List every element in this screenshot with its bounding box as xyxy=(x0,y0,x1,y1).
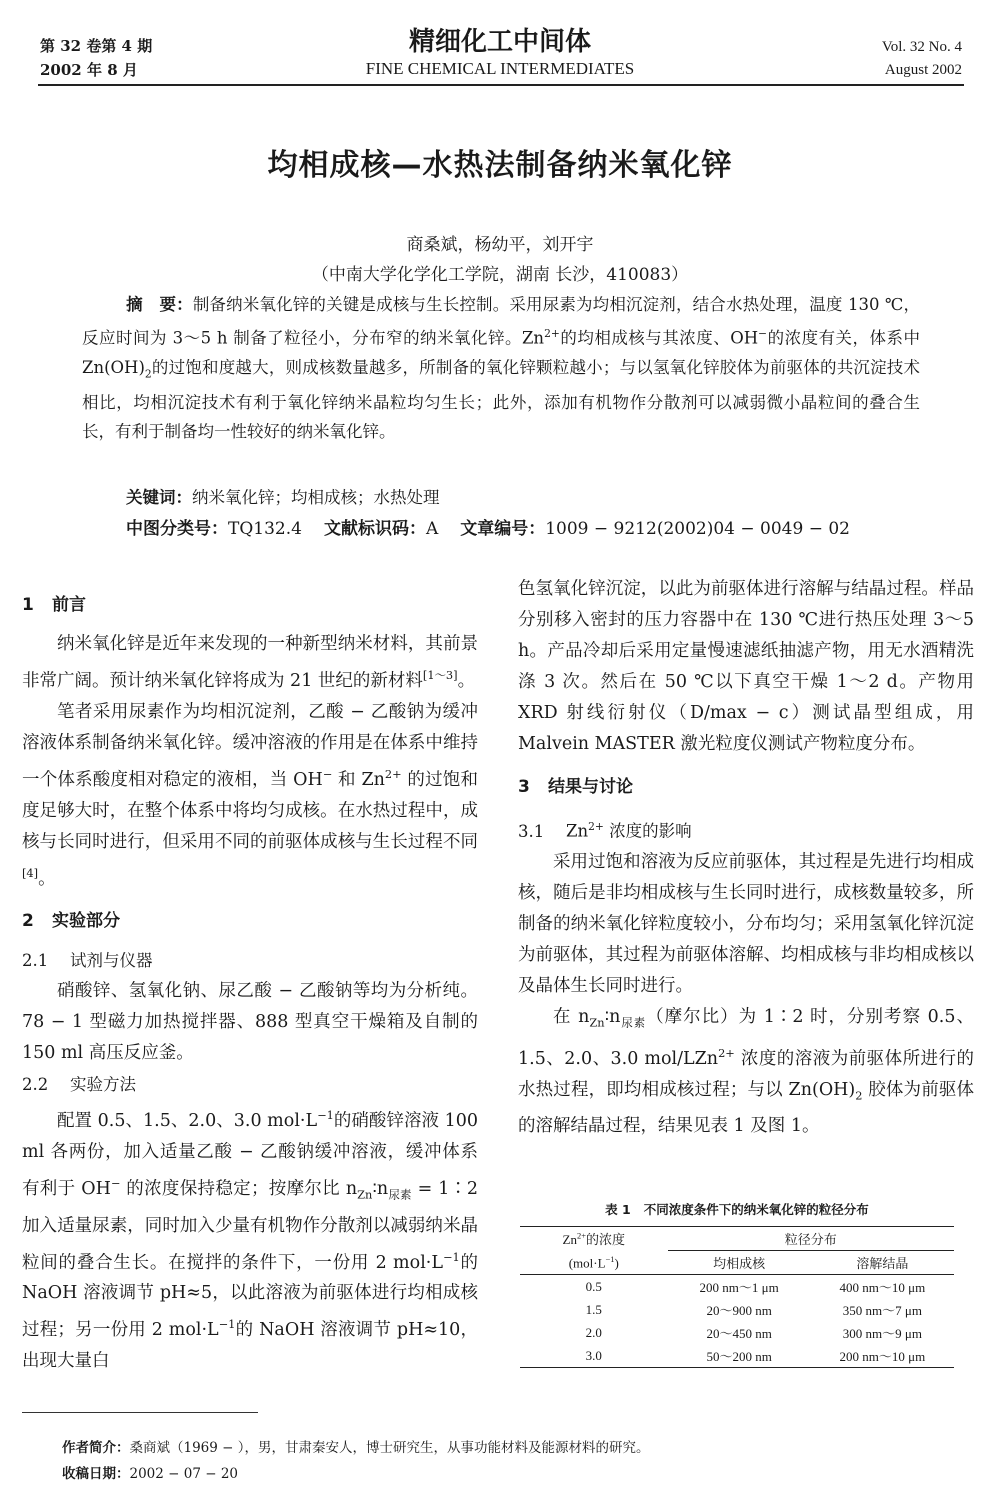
table-1-col1-unit: $(mol\cdot L^{-1})$ xyxy=(568,1253,619,1270)
journal-name xyxy=(300,26,700,80)
paragraph-results-1: 采用过饱和溶液为反应前驱体，其过程是先进行均相成核，随后是非均相成核与生长同时进行，成核数量较多，所制备的纳米氧化锌粒度较小，分布均匀；采用氢氧化锌沉淀为前驱体，其过程为前驱体溶解、均相成核与非均相成核以及晶体生长同时进行。 xyxy=(518,851,974,996)
paragraph-method-cont: 色氢氧化锌沉淀，以此为前驱体进行溶解与结晶过程。样品分别移入密封的压力容器中在 130 ℃进行热压处理 3～5 h。产品冷却后采用定量慢速滤纸抽滤产物，用无水酒精洗涤 3 次。然后在 50 ℃以下真空干燥 1～2 d。产物用 XRD 射线衍射仪（D/max − c）测试晶型组成，用 Malvein MASTER 激光粒度仪测试产物粒度分布。 xyxy=(518,579,974,754)
paragraph-intro-1: 纳米氧化锌是近年来发现的一种新型纳米材料，其前景非常广阔。预计纳米氧化锌将成为 21 世纪的新材料[1～3]。 xyxy=(22,634,478,691)
paragraph-intro-2: 笔者采用尿素作为均相沉淀剂，乙酸 − 乙酸钠为缓冲溶液体系制备纳米氧化锌。缓冲溶液的作用是在体系中维持一个体系酸度相对稳定的液相，当 OH− 和 $Zn^{2+}$ 的过饱和度足够大时，在整个体系中将均匀成核。在水热过程中，成核与长同时进行，但采用不同的前驱体成核与生长过程不同[4]。 xyxy=(22,701,479,889)
running-header-right xyxy=(882,36,962,82)
journal-name-en: FINE CHEMICAL INTERMEDIATES xyxy=(365,59,635,78)
keywords xyxy=(126,484,440,508)
table-row: 1.5 20～900 nm 350 nm～7 μm xyxy=(585,1301,922,1318)
section-1-heading: 1 前言 xyxy=(22,595,86,615)
footnote-rule xyxy=(22,1412,258,1413)
table-1-col1-head: $Zn^{2+}$的浓度 xyxy=(562,1230,625,1248)
doc-code-value: A xyxy=(425,519,439,539)
clc-label: 中图分类号： xyxy=(126,519,228,539)
volume-issue-cn: 第 32 卷第 4 期 xyxy=(40,37,153,55)
keywords-text: 纳米氧化锌；均相成核；水热处理 xyxy=(192,488,440,507)
doc-code-label: 文献标识码： xyxy=(323,519,426,539)
abstract-text-3: 的浓度有关，体系中 Zn(OH) xyxy=(82,328,920,377)
date-cn: 2002 年 8 月 xyxy=(40,61,138,79)
left-column xyxy=(22,590,478,1377)
abstract-sup-2: − xyxy=(758,327,768,340)
table-1-caption: 表 1 不同浓度条件下的纳米氧化锌的粒径分布 xyxy=(605,1202,869,1217)
paragraph-results-2: 在 $n_{Zn}∶n_{尿素}$（摩尔比）为 1∶2 时，分别考察 0.5、1.5、2.0、3.0 mol/LZn$^{2+}$ 浓度的溶液为前驱体所进行的水热过程，即均相成核过程；与以 $Zn(OH)_2$ 胶体为前驱体的溶解结晶过程，结果见表 1 及图 1。 xyxy=(518,1006,974,1137)
table-row: 3.0 50～200 nm 200 nm～10 μm xyxy=(520,1344,954,1368)
article-number-value: 1009 − 9212(2002)04 − 0049 − 02 xyxy=(545,519,850,539)
classification-line xyxy=(126,514,850,539)
table-row: 0.5 200 nm～1 μm 400 nm～10 μm xyxy=(585,1278,926,1295)
article-number-label: 文章编号： xyxy=(460,519,546,539)
keywords-label: 关键词： xyxy=(126,488,192,507)
abstract-sup-1: 2+ xyxy=(544,327,560,340)
paragraph-reagents: 硝酸锌、氢氧化钠、尿乙酸 − 乙酸钠等均为分析纯。78 − 1 型磁力加热搅拌器、888 型真空干燥箱及自制的 150 ml 高压反应釜。 xyxy=(22,981,478,1064)
affiliation: （中南大学化学化工学院，湖南 长沙，410083） xyxy=(311,265,689,285)
right-column xyxy=(518,574,974,1142)
table-1-col3-head: 溶解结晶 xyxy=(856,1256,909,1271)
abstract-text-4: 的过饱和度越大，则成核数量越多，所制备的氧化锌颗粒越小；与以氢氧化锌胶体为前驱体的共沉淀技术相比，均相沉淀技术有利于氧化锌纳米晶粒均匀生长；此外，添加有机物作分散剂可以减弱微小晶粒间的叠合生长，有利于制备均一性较好的纳米氧化锌。 xyxy=(82,357,920,441)
paragraph-method: 配置 0.5、1.5、2.0、3.0 $mol\cdot L^{-1}$的硝酸锌溶液 100 ml 各两份，加入适量乙酸 − 乙酸钠缓冲溶液，缓冲体系有利于 OH− 的浓度保持稳定；按摩尔比 $n_{Zn}∶n_{尿素}$ = 1∶2 加入适量尿素，同时加入少量有机物作分散剂以减弱纳米晶粒间的叠合生长。在搅拌的条件下，一份用 2 $mol\cdot L^{-1}$的 NaOH 溶液调节 pH≈5，以此溶液为前驱体进行均相成核过程；另一份用 2 $mol\cdot L^{-1}$的 NaOH 溶液调节 pH≈10，出现大量白 xyxy=(22,1108,479,1372)
received-date: 收稿日期：2002 − 07 − 20 xyxy=(62,1466,239,1482)
table-1-group-head: 粒径分布 xyxy=(668,1227,954,1251)
table-1 xyxy=(520,1200,954,1368)
header-rule xyxy=(38,84,964,86)
volume-issue-en: Vol. 32 No. 4 xyxy=(881,39,962,55)
abstract xyxy=(82,290,920,446)
section-3-heading: 3 结果与讨论 xyxy=(518,777,633,797)
abstract-text-2: 的均相成核与其浓度、OH xyxy=(559,328,759,348)
date-en: August 2002 xyxy=(884,62,962,78)
section-2-2-heading: 2.2 实验方法 xyxy=(22,1075,136,1095)
journal-name-cn: 精细化工中间体 xyxy=(408,27,591,57)
clc-value: TQ132.4 xyxy=(228,519,302,539)
section-3-1-heading: 3.1 $Zn^{2+}$ 浓度的影响 xyxy=(518,820,692,841)
running-header-left xyxy=(40,34,152,82)
author-list: 商桑斌，杨幼平，刘开宇 xyxy=(406,235,594,255)
section-2-heading: 2 实验部分 xyxy=(22,911,120,932)
author-bio: 作者简介：桑商斌（1969 − ），男，甘肃秦安人，博士研究生，从事功能材料及能源材料的研究。 xyxy=(62,1440,650,1456)
paper-title: 均相成核—水热法制备纳米氧化锌 xyxy=(267,148,733,183)
abstract-sub-1: 2 xyxy=(144,366,152,380)
table-1-grid xyxy=(520,1226,954,1368)
abstract-label: 摘 要： xyxy=(126,295,193,314)
table-1-col2-head: 均相成核 xyxy=(713,1256,766,1271)
table-row: 2.0 20～450 nm 300 nm～9 μm xyxy=(585,1324,922,1341)
section-2-1-heading: 2.1 试剂与仪器 xyxy=(22,951,153,971)
abstract-text-1: 制备纳米氧化锌的关键是成核与生长控制。采用尿素为均相沉淀剂，结合水热处理，温度 130 ℃，反应时间为 3～5 h 制备了粒径小，分布窄的纳米氧化锌。Zn xyxy=(82,295,920,348)
